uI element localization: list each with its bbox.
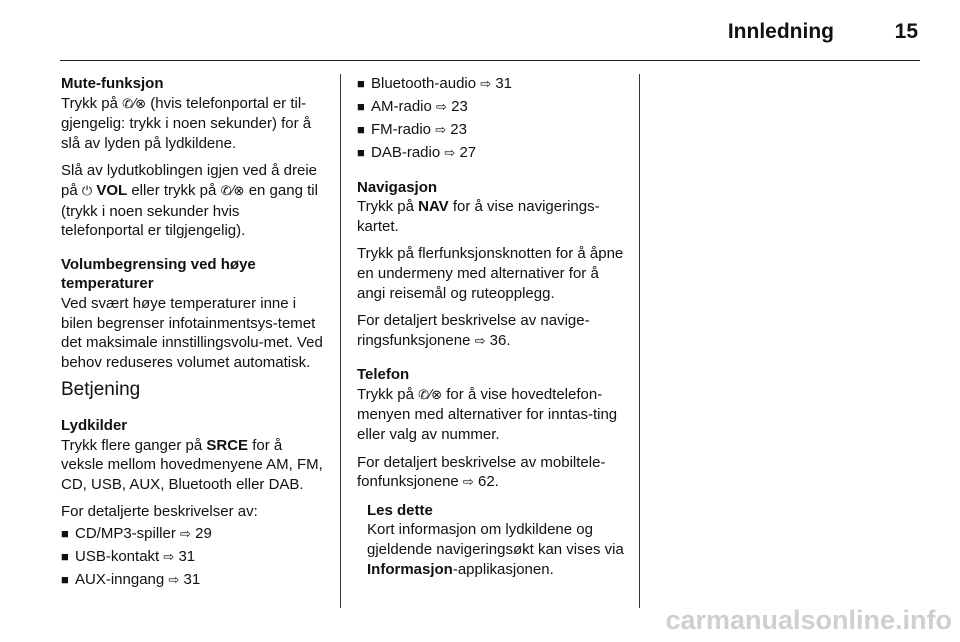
audio-sources-heading: Lydkilder <box>61 416 128 434</box>
page-reference-arrow-icon: ⇨ <box>163 549 175 565</box>
column-middle <box>357 74 625 587</box>
phone-mute-icon: ✆⁄⊗ <box>418 387 443 403</box>
list-item: ■ DAB-radio ⇨ 27 <box>357 143 477 161</box>
section-heading: Betjening <box>61 379 141 401</box>
page-reference-arrow-icon: ⇨ <box>180 526 191 542</box>
navigation-paragraph-2: Trykk på flerfunksjonsknotten for å åpne en undermeny med alternativer for å angi reisemål og ruteopplegg. <box>357 245 624 302</box>
source-list-left <box>61 524 325 591</box>
list-item: ■ USB-kontakt ⇨ 31 <box>61 547 196 565</box>
volume-limit-heading: Volumbegrensing ved høye temperaturer <box>61 255 256 293</box>
phone-paragraph-2: For detaljert beskrivelse av mobiltele-fonfunksjonene ⇨ 62. <box>357 453 606 491</box>
page-header <box>60 0 920 61</box>
navigation-paragraph-3: For detaljert beskrivelse av navige-ringsfunksjonene ⇨ 36. <box>357 312 590 349</box>
navigation-heading: Navigasjon <box>357 178 438 196</box>
source-list-right <box>357 74 625 164</box>
page-reference-arrow-icon: ⇨ <box>462 475 474 491</box>
list-item: ■ FM-radio ⇨ 23 <box>357 120 467 138</box>
phone-mute-icon: ✆⁄⊗ <box>122 96 147 112</box>
page-reference-arrow-icon: ⇨ <box>436 99 447 115</box>
audio-sources-paragraph: Trykk flere ganger på SRCE for å veksle mellom hovedmenyene AM, FM, CD, USB, AUX, Bluetooth eller DAB. <box>61 436 323 493</box>
list-item: ■ Bluetooth-audio ⇨ 31 <box>357 75 513 92</box>
mute-paragraph-1: Trykk på ✆⁄⊗ (hvis telefonportal er til-gjengelig: trykk i noen sekunder) for å slå av lyden på lydkildene. <box>61 94 312 152</box>
note-heading: Les dette <box>367 501 433 519</box>
column-divider-left <box>340 74 341 608</box>
mute-paragraph-2: Slå av lydutkoblingen igjen ved å dreie på ⏻ VOL eller trykk på ✆⁄⊗ en gang til (trykk i noen sekunder hvis telefonportal er tilgjengelig). <box>61 162 318 240</box>
volume-limit-paragraph: Ved svært høye temperaturer inne i bilen begrenser infotainmentsys-temet det maksimale innstillingsvolu-met. Ved behov reduseres volumet automatisk. <box>61 294 323 371</box>
list-item: ■ AM-radio ⇨ 23 <box>357 97 468 115</box>
list-item: ■ CD/MP3-spiller ⇨ 29 <box>61 524 212 542</box>
page-title: Innledning <box>727 20 834 43</box>
note-paragraph: Kort informasjon om lydkildene og gjeldende navigeringsøkt kan vises via Informasjon-applikasjonen. <box>367 521 624 578</box>
page-reference-arrow-icon: ⇨ <box>480 77 492 92</box>
page-reference-arrow-icon: ⇨ <box>444 145 456 161</box>
page-reference-arrow-icon: ⇨ <box>168 572 180 588</box>
list-item: ■ AUX-inngang ⇨ 31 <box>61 570 201 588</box>
navigation-paragraph-1: Trykk på NAV for å vise navigerings-kartet. <box>357 198 600 235</box>
note-box <box>367 501 625 579</box>
details-intro: For detaljerte beskrivelser av: <box>61 503 258 521</box>
phone-paragraph-1: Trykk på ✆⁄⊗ for å vise hovedtelefon-menyen med alternativer for inntas-ting eller valg av nummer. <box>357 385 618 444</box>
column-divider-right <box>639 74 640 608</box>
phone-mute-icon: ✆⁄⊗ <box>220 183 245 199</box>
page-number: 15 <box>894 20 918 43</box>
watermark: carmanualsonline.info <box>665 605 952 635</box>
column-left <box>61 74 325 600</box>
volume-knob-icon: ⏻ <box>81 183 93 199</box>
page-reference-arrow-icon: ⇨ <box>435 122 447 138</box>
phone-heading: Telefon <box>357 366 410 384</box>
page-reference-arrow-icon: ⇨ <box>474 333 486 349</box>
mute-heading: Mute-funksjon <box>61 75 164 92</box>
